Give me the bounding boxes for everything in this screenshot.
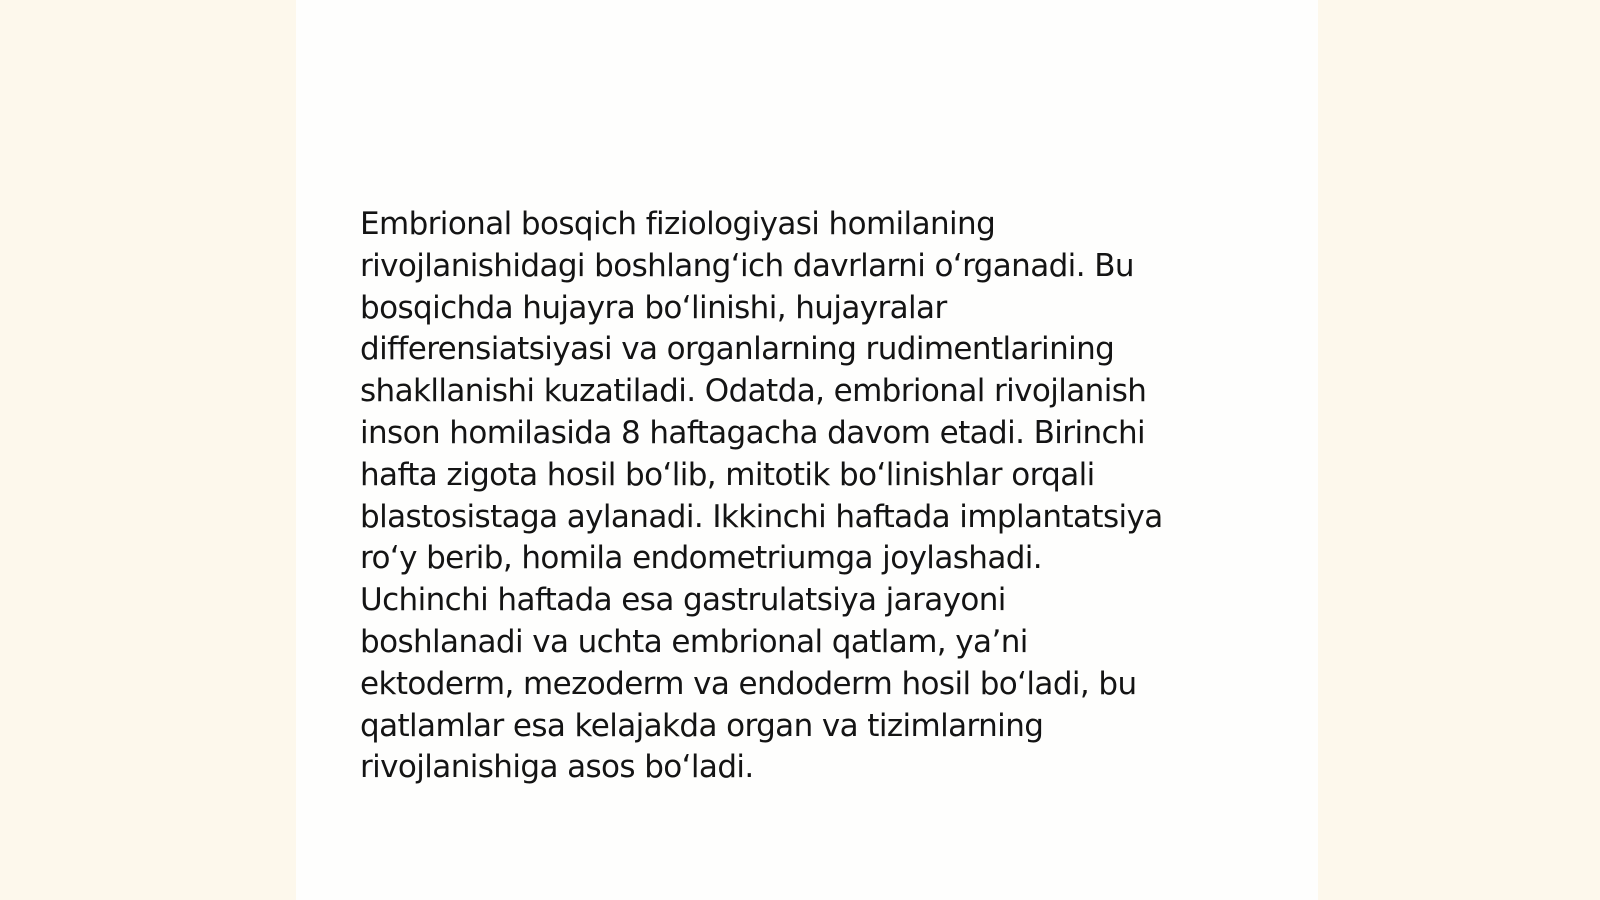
paragraph-line: rivojlanishidagi boshlang‘ich davrlarni o‘rganadi. Bu (360, 247, 1134, 284)
paragraph-line: ro‘y berib, homila endometriumga joylashadi. (360, 540, 1043, 577)
paragraph-line: bosqichda hujayra bo‘linishi, hujayralar (360, 289, 947, 326)
paragraph-line: inson homilasida 8 haftagacha davom etadi. Birinchi (360, 414, 1146, 451)
paragraph-line: rivojlanishiga asos bo‘ladi. (360, 749, 754, 786)
paragraph-line: differensiatsiyasi va organlarning rudimentlarining (360, 331, 1115, 368)
paragraph-line: shakllanishi kuzatiladi. Odatda, embrional rivojlanish (360, 373, 1147, 410)
document-page (296, 0, 1318, 900)
paragraph-line: hafta zigota hosil bo‘lib, mitotik bo‘linishlar orqali (360, 456, 1095, 493)
paragraph-line: boshlanadi va uchta embrional qatlam, ya’ni (360, 623, 1028, 660)
paragraph-line: blastosistaga aylanadi. Ikkinchi haftada implantatsiya (360, 498, 1163, 535)
paragraph-line: ektoderm, mezoderm va endoderm hosil bo‘ladi, bu (360, 665, 1137, 702)
body-paragraph (360, 204, 1260, 789)
paragraph-line: Embrional bosqich fiziologiyasi homilaning (360, 206, 996, 242)
paragraph-line: Uchinchi haftada esa gastrulatsiya jarayoni (360, 582, 1006, 619)
paragraph-line: qatlamlar esa kelajakda organ va tizimlarning (360, 707, 1044, 744)
